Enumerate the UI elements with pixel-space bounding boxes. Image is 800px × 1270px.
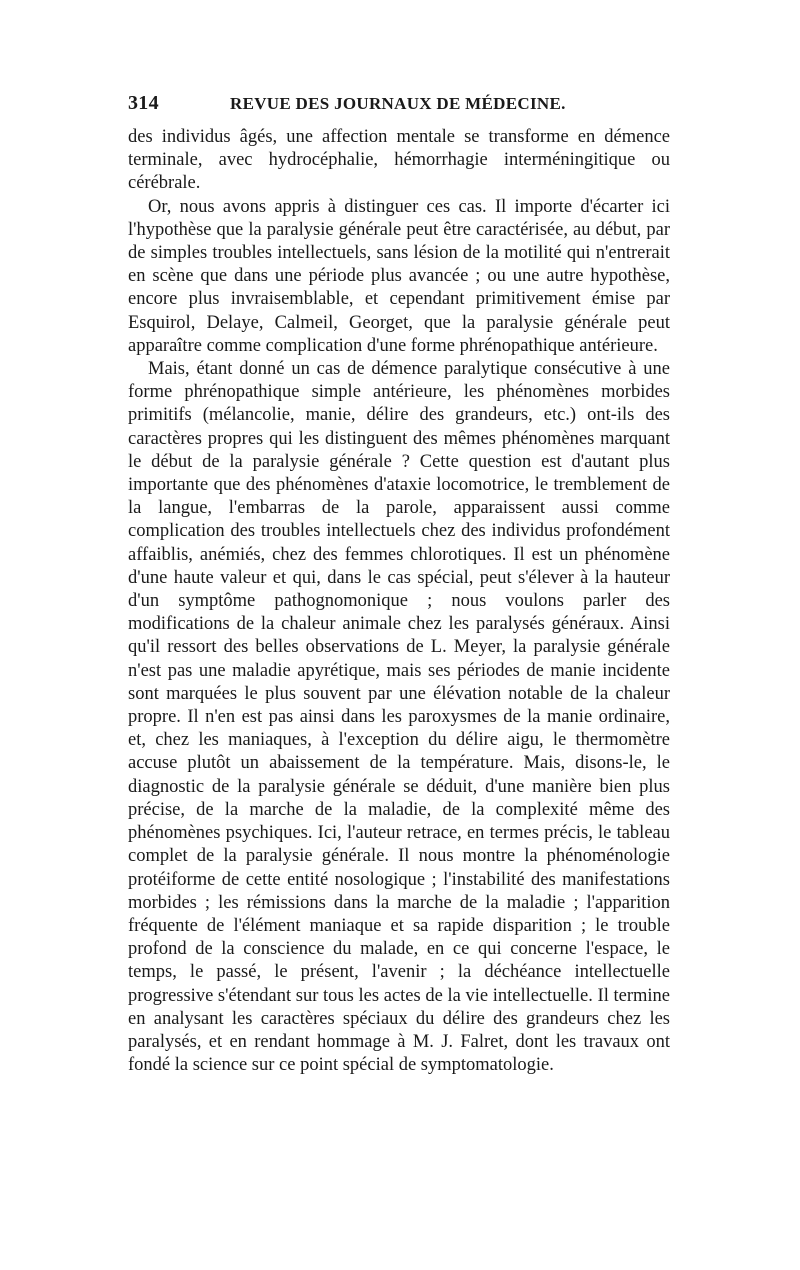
book-page [128,92,670,1077]
running-header [128,92,670,126]
paragraph-hypotheses: Or, nous avons appris à distinguer ces cas. Il importe d'écarter ici l'hypothèse que la paralysie générale peut être caractérisée, au début, par de simples troubles intellectuels, sans lésion de la motilité qui n'entrerait en scène que dans une période plus avancée ; ou une autre hypothèse, encore plus invraisemblable, et cependant primitivement émise par Esquirol, Delaye, Calmeil, Georget, que la paralysie générale peut apparaître comme complication d'une forme phrénopathique antérieure. [128,196,670,356]
running-title: REVUE DES JOURNAUX DE MÉDECINE. [230,94,566,113]
body-text [128,126,670,1077]
page-number: 314 [128,92,159,114]
paragraph-continuation: des individus âgés, une affection mentale se transforme en démence terminale, avec hydrocéphalie, hémorrhagie interméningitique ou cérébrale. [128,127,670,194]
paragraph-diagnosis: Mais, étant donné un cas de démence paralytique consécutive à une forme phrénopathique simple antérieure, les phénomènes morbides primitifs (mélancolie, manie, délire des grandeurs, etc.) ont-ils des caractères propres qui les distinguent des mêmes phénomènes marquant le début de la paralysie générale ? Cette question est d'autant plus importante que des phénomènes d'ataxie locomotrice, le tremblement de la langue, l'embarras de la parole, apparaissent aussi comme complication des troubles intellectuels chez des individus profondément affaiblis, anémiés, chez des femmes chlorotiques. Il est un phénomène d'une haute valeur et qui, dans le cas spécial, peut s'élever à la hauteur d'un symptôme pathognomonique ; nous voulons parler des modifications de la chaleur animale chez les paralysés généraux. Ainsi qu'il ressort des belles observations de L. Meyer, la paralysie générale n'est pas une maladie apyrétique, mais ses périodes de manie incidente sont marquées le plus souvent par une élévation notable de la chaleur propre. Il n'en est pas ainsi dans les paroxysmes de la manie ordinaire, et, chez les maniaques, à l'exception du délire aigu, le thermomètre accuse plutôt un abaissement de la température. Mais, disons-le, le diagnostic de la paralysie générale se déduit, d'une manière bien plus précise, de la marche de la maladie, de la complexité même des phénomènes psychiques. Ici, l'auteur retrace, en termes précis, le tableau complet de la paralysie générale. Il nous montre la phénoménologie protéiforme de cette entité nosologique ; l'instabilité des manifestations morbides ; les rémissions dans la marche de la maladie ; l'apparition fréquente de l'élément maniaque et sa rapide disparition ; le trouble profond de la conscience du malade, en ce qui concerne l'espace, le temps, le passé, le présent, l'avenir ; la déchéance intellectuelle progressive s'étendant sur tous les actes de la vie intellectuelle. Il termine en analysant les caractères spéciaux du délire des grandeurs chez les paralysés, et en rendant hommage à M. J. Falret, dont les travaux ont fondé la science sur ce point spécial de symptomatologie. [128,359,670,1076]
